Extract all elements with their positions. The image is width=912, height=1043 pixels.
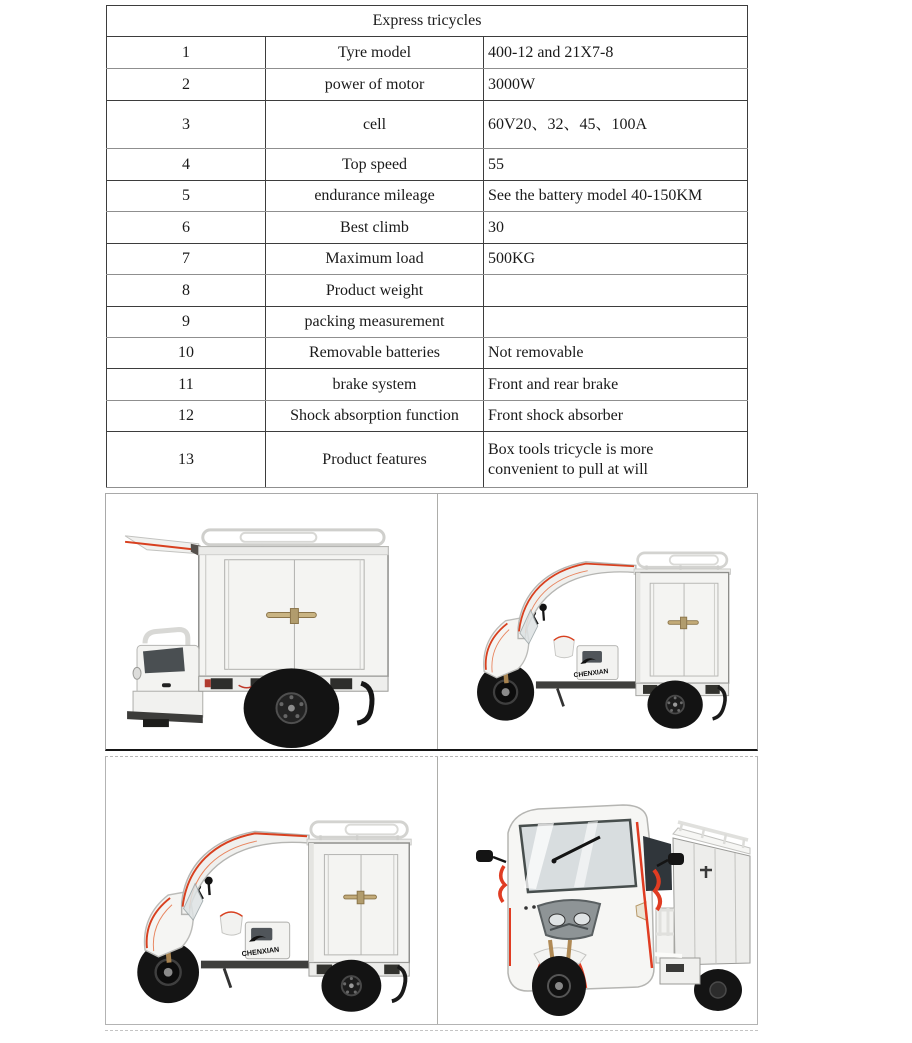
figure-tricycle-front-three-quarter-view	[438, 757, 757, 1024]
table-row	[107, 212, 748, 244]
row-number: 8	[107, 275, 266, 307]
row-label: cell	[266, 101, 484, 149]
row-value	[484, 307, 748, 338]
spec-table-section	[106, 5, 747, 488]
row-label: packing measurement	[266, 307, 484, 338]
row-number: 5	[107, 181, 266, 212]
row-number: 2	[107, 69, 266, 101]
front-wheel	[532, 940, 586, 1016]
row-label: Product features	[266, 432, 484, 488]
tricycle-side-drawing	[438, 494, 757, 749]
row-number: 4	[107, 149, 266, 181]
table-row	[107, 149, 748, 181]
row-label: Tyre model	[266, 37, 484, 69]
row-label: Product weight	[266, 275, 484, 307]
tricycle-front-drawing	[438, 757, 757, 1024]
product-photos-section	[105, 493, 758, 1031]
row-value	[484, 275, 748, 307]
canopy-wedge	[125, 536, 201, 556]
rear-wheel	[244, 668, 340, 748]
figure-tricycle-cargo-box-rear-side-view	[106, 494, 438, 749]
photo-row-top	[105, 493, 758, 751]
table-title: Express tricycles	[107, 6, 748, 37]
row-value: 3000W	[484, 69, 748, 101]
table-row	[107, 432, 748, 488]
row-label: Shock absorption function	[266, 401, 484, 432]
figure-tricycle-full-side-view-2	[106, 757, 438, 1024]
spec-table	[106, 5, 748, 488]
lower-body	[127, 691, 203, 727]
row-value: See the battery model 40-150KM	[484, 181, 748, 212]
tricycle-side-drawing-2	[106, 757, 437, 1024]
headlight	[538, 900, 600, 939]
row-value: 400-12 and 21X7-8	[484, 37, 748, 69]
cargo-box	[673, 828, 750, 965]
row-value: 500KG	[484, 244, 748, 275]
table-row	[107, 244, 748, 275]
door-latch	[290, 609, 298, 624]
row-number: 9	[107, 307, 266, 338]
row-label: Removable batteries	[266, 338, 484, 369]
row-value: Not removable	[484, 338, 748, 369]
page-divider-dashed	[105, 1030, 758, 1031]
row-value: 60V20、32、45、100A	[484, 101, 748, 149]
row-number: 7	[107, 244, 266, 275]
cargo-box	[199, 547, 388, 676]
table-row	[107, 69, 748, 101]
row-number: 12	[107, 401, 266, 432]
table-row	[107, 275, 748, 307]
table-row	[107, 369, 748, 401]
row-number: 11	[107, 369, 266, 401]
row-number: 10	[107, 338, 266, 369]
photo-row-bottom	[105, 756, 758, 1025]
row-number: 6	[107, 212, 266, 244]
roof-rack	[203, 530, 384, 549]
table-row	[107, 37, 748, 69]
row-label: Top speed	[266, 149, 484, 181]
cab-body	[508, 805, 672, 991]
row-value: Front and rear brake	[484, 369, 748, 401]
table-row	[107, 401, 748, 432]
row-value-text: Box tools tricycle is more convenient to pull at will	[488, 440, 654, 478]
row-label: Best climb	[266, 212, 484, 244]
tricycle-rear-side-drawing	[106, 494, 437, 749]
row-number: 13	[107, 432, 266, 488]
table-row	[107, 307, 748, 338]
row-value	[484, 432, 748, 488]
row-number: 3	[107, 101, 266, 149]
row-label: brake system	[266, 369, 484, 401]
row-value: 55	[484, 149, 748, 181]
row-label: Maximum load	[266, 244, 484, 275]
table-row	[107, 338, 748, 369]
table-row	[107, 101, 748, 149]
row-label: endurance mileage	[266, 181, 484, 212]
row-value: Front shock absorber	[484, 401, 748, 432]
row-value: 30	[484, 212, 748, 244]
table-row	[107, 181, 748, 212]
row-number: 1	[107, 37, 266, 69]
rear-wheel	[694, 969, 742, 1011]
table-title-row	[107, 6, 748, 37]
figure-tricycle-full-side-view	[438, 494, 757, 749]
row-label: power of motor	[266, 69, 484, 101]
